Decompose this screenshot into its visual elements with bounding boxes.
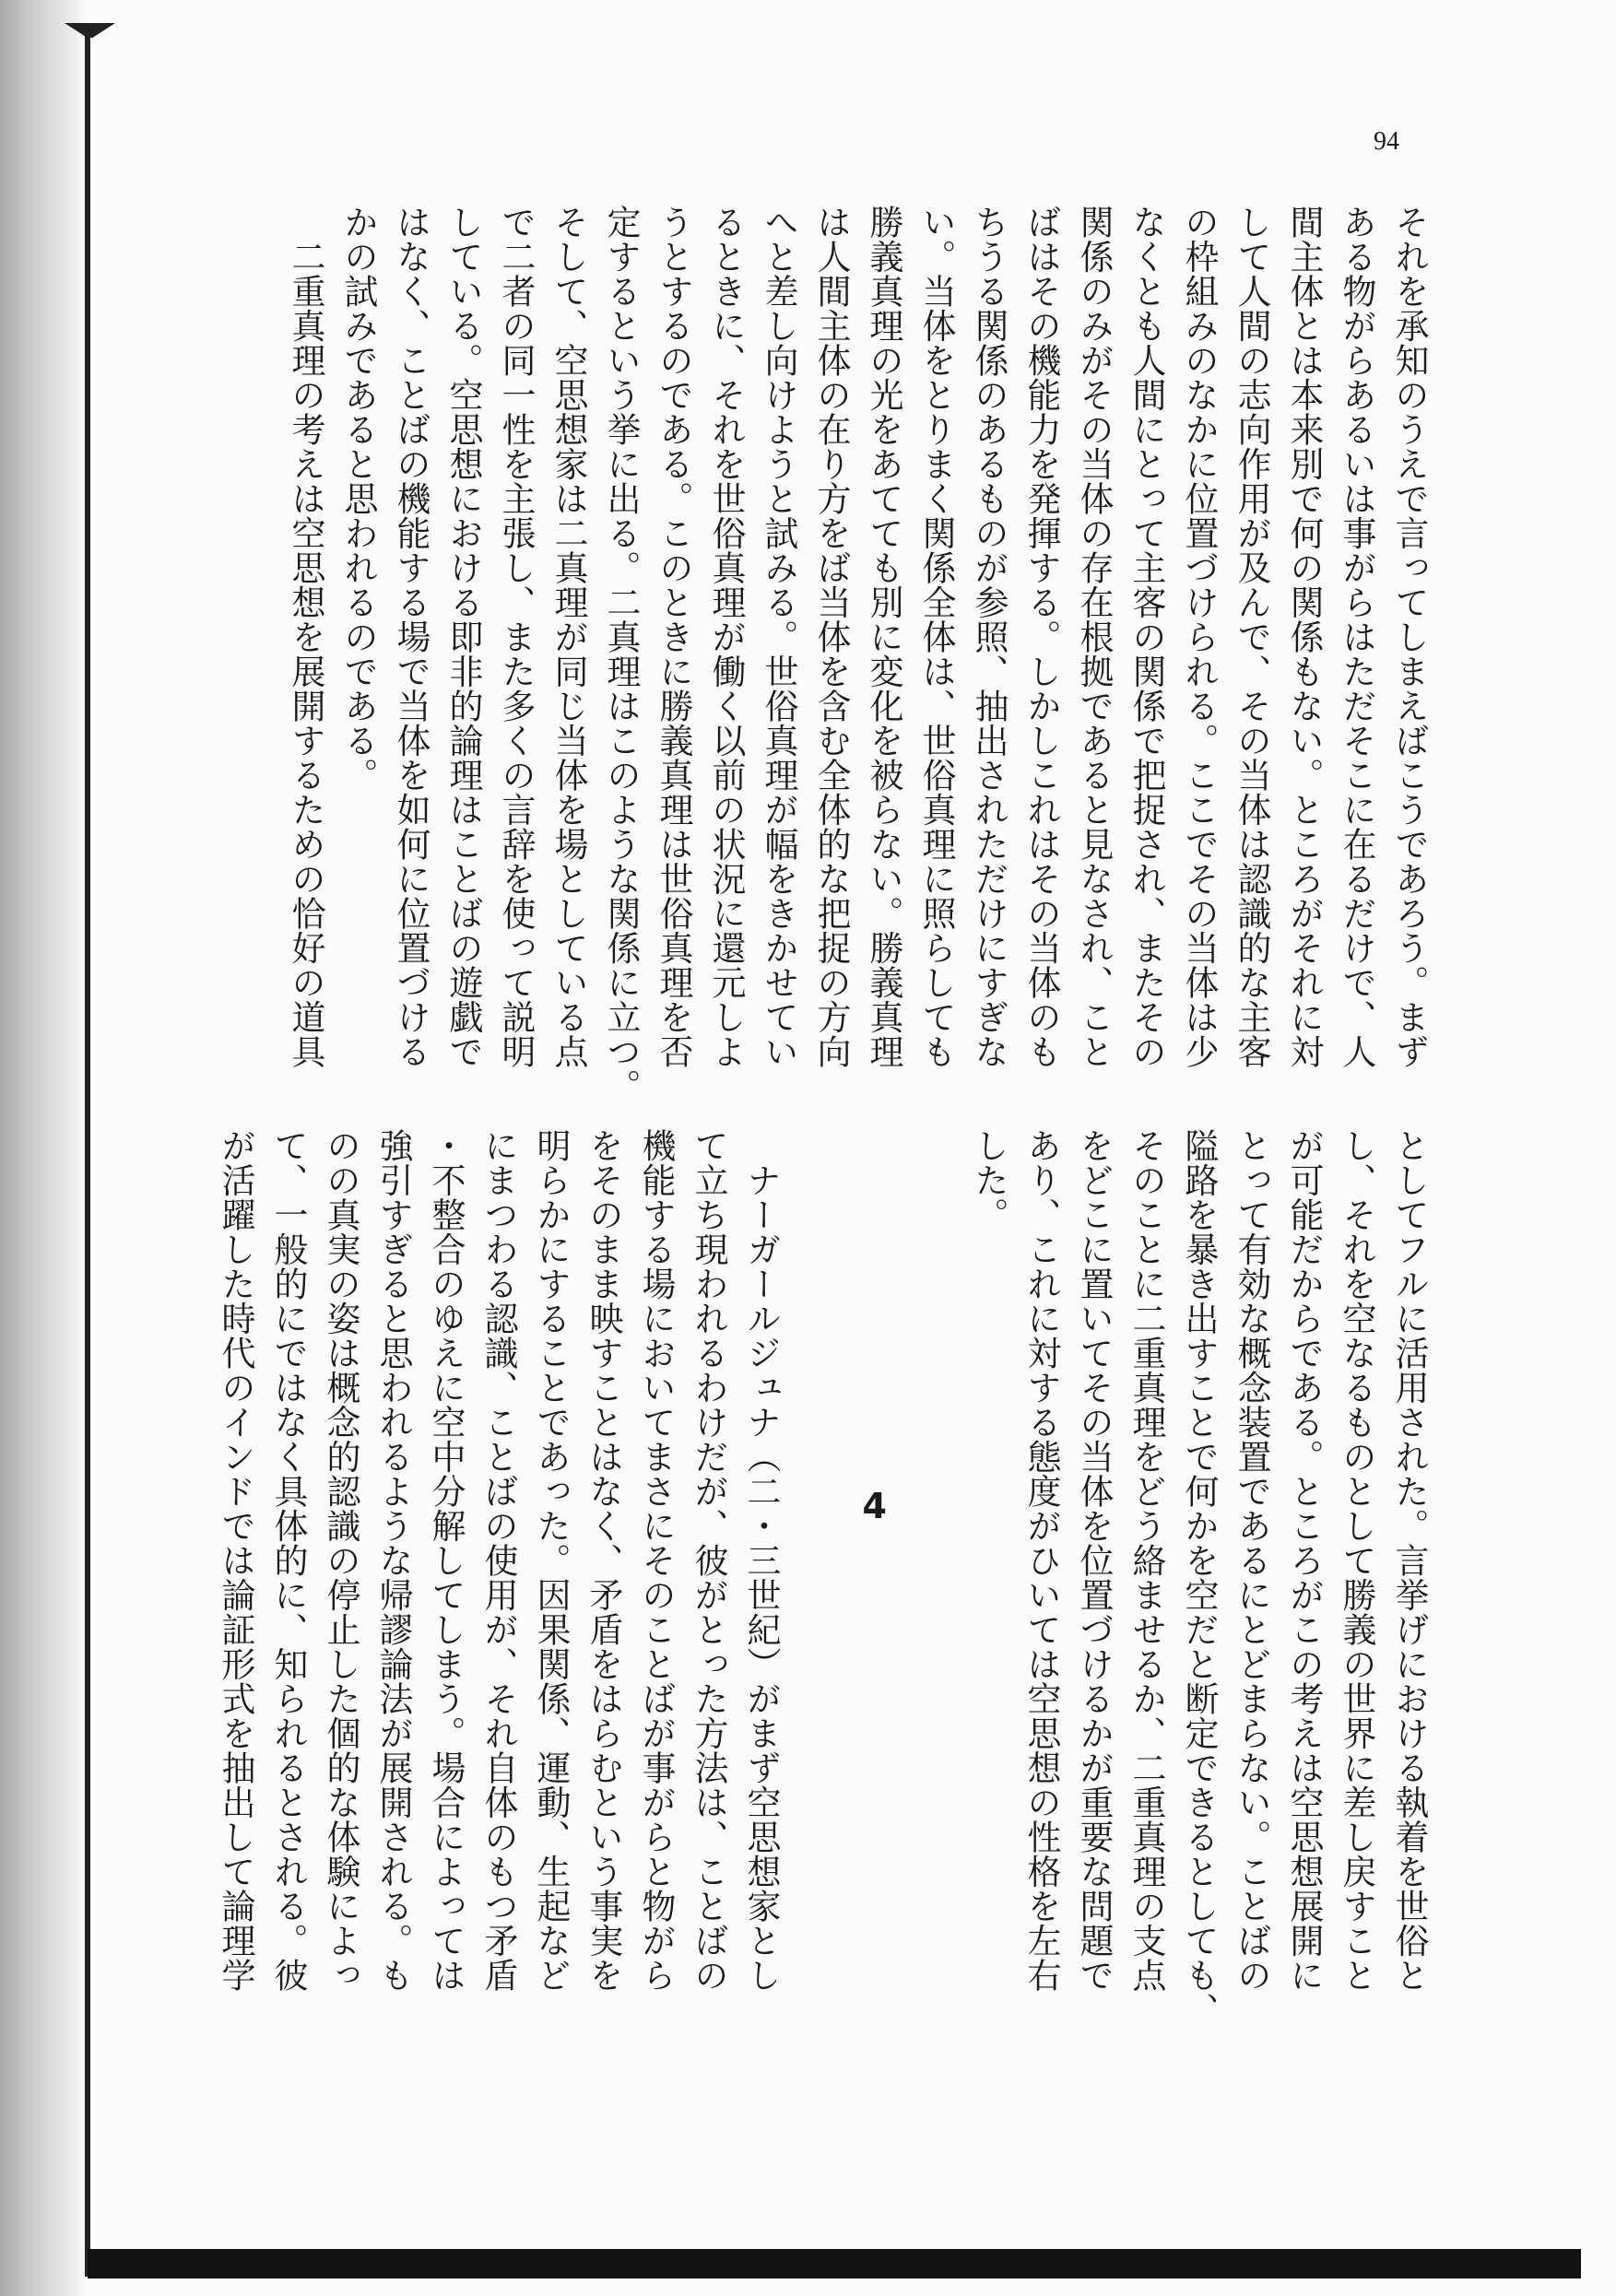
text-column: て立ち現われるわけだが、彼がとった方法は、ことばの [689,1128,728,1993]
text-column: そのことに二重真理をどう絡ませるか、二重真理の支点 [1126,1128,1166,1993]
page-edge-rule [85,28,90,2277]
text-column: ちうる関係のあるものが参照、抽出されただけにすぎな [969,205,1009,1069]
text-column: 定するという挙に出る。二真理はこのような関係に立つ。 [601,205,641,1103]
text-column: 隘路を暴き出すことで何かを空だと断定できるとしても、 [1179,1128,1219,2027]
text-column: ばはその機能力を発揮する。しかしこれはその当体のも [1021,205,1061,1069]
text-column: の枠組みのなかに位置づけられる。ここでその当体は少 [1179,205,1219,1069]
text-column: へと差し向けようと試みる。世俗真理が幅をきかせてい [759,205,798,1069]
text-column: るときに、それを世俗真理が働く以前の状況に還元しよ [706,205,746,1069]
text-column: 強引すぎると思われるような帰謬論法が展開される。も [373,1128,413,1993]
text-column: にまつわる認識、ことばの使用が、それ自体のもつ矛盾 [478,1128,518,1993]
text-column: は人間主体の在り方をば当体を含む全体的な把捉の方向 [811,205,851,1069]
text-column: ある物がらあるいは事がらはただそこに在るだけで、人 [1337,205,1376,1069]
text-column: した。 [969,1128,1009,1232]
text-column: が活躍した時代のインドでは論証形式を抽出して論理学 [216,1128,255,1993]
text-column: い。当体をとりまく関係全体は、世俗真理に照らしても [916,205,956,1069]
section-heading: 4 [862,1485,888,1526]
text-column: うとするのである。このときに勝義真理は世俗真理を否 [654,205,693,1069]
text-column: をそのまま映すことはなく、矛盾をはらむという事実を [584,1128,623,1993]
text-column: はなく、ことばの機能する場で当体を如何に位置づける [391,205,431,1069]
text-column: て、一般的にではなく具体的に、知られるとされる。彼 [268,1128,308,1993]
text-column: ナーガールジュナ（二・三世紀）がまず空思想家とし [741,1128,781,1993]
text-column: かの試みであると思われるのである。 [338,205,378,793]
text-column: とって有効な概念装置であるにとどまらない。ことばの [1232,1128,1271,1993]
text-column: 明らかにすることであった。因果関係、運動、生起など [531,1128,571,1993]
section-heading-column [787,1128,962,2013]
text-column: 二重真理の考えは空思想を展開するための恰好の道具 [286,205,325,1069]
lower-text-block [209,1128,1435,2027]
text-column: が可能だからである。ところがこの考えは空思想展開に [1284,1128,1324,1993]
scan-bottom-edge [88,2249,1581,2278]
text-column: あり、これに対する態度がひいては空思想の性格を左右 [1021,1128,1061,1993]
text-column: なくとも人間にとって主客の関係で把捉され、またその [1126,205,1166,1069]
text-column: で二者の同一性を主張し、また多くの言辞を使って説明 [496,205,536,1069]
text-column: 機能する場においてまさにそのことばが事がらと物がら [636,1128,676,1993]
text-column: している。空思想における即非的論理はことばの遊戯で [443,205,483,1069]
text-column: 間主体とは本来別で何の関係もない。ところがそれに対 [1284,205,1324,1069]
text-column: して人間の志向作用が及んで、その当体は認識的な主客 [1232,205,1271,1069]
upper-text-block [279,205,1435,1103]
text-column: のの真実の姿は概念的認識の停止した個的な体験によっ [321,1128,360,1993]
page-number: 94 [1374,127,1399,156]
text-column: そして、空思想家は二真理が同じ当体を場としている点 [548,205,588,1069]
scan-binding-shadow [0,0,88,2296]
text-column: ・不整合のゆえに空中分解してしまう。場合によっては [426,1128,466,1993]
text-column: をどこに置いてその当体を位置づけるかが重要な問題で [1074,1128,1114,1993]
text-column: 勝義真理の光をあてても別に変化を被らない。勝義真理 [864,205,903,1069]
text-column: としてフルに活用された。言挙げにおける執着を世俗と [1389,1128,1429,1993]
text-column: それを承知のうえで言ってしまえばこうであろう。まず [1389,205,1429,1069]
text-column: 関係のみがその当体の存在根拠であると見なされ、こと [1074,205,1114,1069]
text-column: し、それを空なるものとして勝義の世界に差し戻すこと [1337,1128,1376,1993]
